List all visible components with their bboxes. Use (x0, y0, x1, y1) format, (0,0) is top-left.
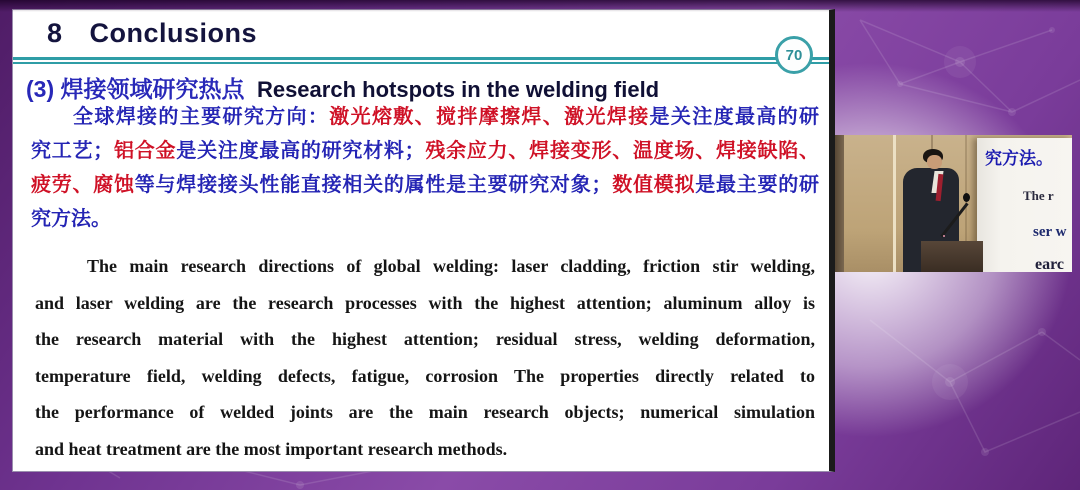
cn-text-segment: 疲劳、腐蚀 (31, 174, 135, 196)
page-number-badge: 70 (775, 36, 813, 74)
section-heading-cn: (3) 焊接领域研究热点 (26, 76, 245, 102)
en-text-line: the performance of welded joints are the main research objects; numerical simulation (35, 402, 815, 422)
cn-text-line (31, 100, 819, 134)
cn-text-segment: 全球焊接的主要研究方向： (73, 106, 330, 128)
screen-text-fragment: earc (1035, 256, 1065, 272)
microphone-head (963, 193, 970, 202)
en-text-line: temperature field, welding defects, fatigue, corrosion The properties directly related to (35, 365, 815, 386)
en-text-line: the research material with the highest attention; residual stress, welding deformation, (35, 329, 815, 349)
cn-text-segment: 究方法。 (31, 208, 111, 230)
cn-text-segment: 等与焊接接头性能直接相关的属性是主要研究对象； (134, 174, 612, 196)
en-text-line: The main research directions of global welding: laser cladding, friction stir welding, (87, 256, 815, 276)
cn-paragraph (31, 100, 819, 236)
cn-text-segment: 铝合金 (113, 140, 177, 162)
slide-number: 8 (47, 18, 63, 48)
presenter-face (927, 155, 942, 169)
section-heading-en: Research hotspots in the welding field (256, 77, 660, 102)
cn-text-segment: 激光熔敷、搅拌摩擦焊、激光焊接 (329, 106, 650, 128)
cn-text-line (31, 168, 819, 202)
presenter-video (835, 135, 1072, 272)
screen-text-fragment: ser w (1033, 224, 1067, 240)
door-panel (844, 135, 896, 272)
en-text-line: and heat treatment are the most important research methods. (35, 438, 508, 459)
slide-title-text: Conclusions (89, 18, 258, 48)
cn-text-segment: 是最主要的研 (695, 174, 820, 196)
door-frame-line (893, 135, 896, 272)
cn-text-line (31, 202, 819, 236)
slide (12, 9, 835, 472)
video-left-edge (835, 135, 844, 272)
cn-text-segment: 数值模拟 (611, 174, 696, 196)
en-paragraph (35, 248, 815, 467)
screen-text: 究方法。 (985, 149, 1053, 168)
cn-text-segment: 残余应力、焊接变形、温度场、焊接缺陷、 (424, 140, 820, 162)
screen-text-fragment: The r (1023, 188, 1054, 203)
podium (921, 241, 983, 272)
slide-title (47, 18, 257, 49)
cn-text-segment: 是关注度最高的研 (649, 106, 820, 128)
cn-text-segment: 是关注度最高的研究材料； (176, 140, 425, 162)
cn-text-segment: 究工艺； (31, 140, 114, 162)
cn-text-line (31, 134, 819, 168)
projection-screen (977, 138, 1072, 272)
title-divider (13, 57, 829, 64)
flower-arrangement (943, 235, 945, 237)
en-text-line: and laser welding are the research processes with the highest attention; aluminum alloy is (35, 292, 815, 313)
